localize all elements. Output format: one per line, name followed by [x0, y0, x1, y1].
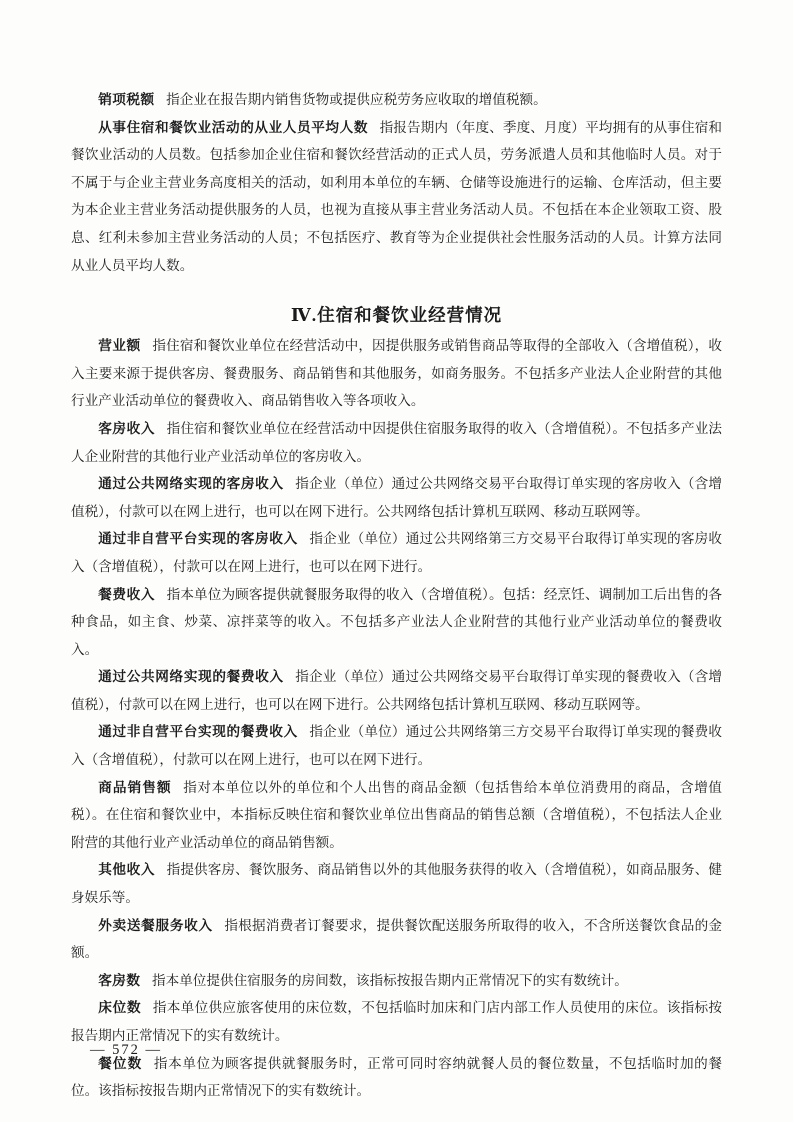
definition-text: 指企业（单位）通过公共网络交易平台取得订单实现的客房收入（含增值税），付款可以在网上进行，也可以在网下进行。公共网络包括计算机互联网、移动互联网等。 — [71, 476, 723, 519]
page-number: — 572 — — [90, 1042, 162, 1058]
definition-text: 指企业在报告期内销售货物或提供应税劳务应收取的增值税额。 — [166, 92, 547, 107]
definition-term: 营业额 — [98, 338, 141, 354]
definition-text: 指报告期内（年度、季度、月度）平均拥有的从事住宿和餐饮业活动的人员数。包括参加企业住宿和餐饮经营活动的正式人员，劳务派遣人员和其他临时人员。对于不属于与企业主营业务高度相关的活动，如利用本单位的车辆、仓储等设施进行的运输、仓库活动，但主要为本企业主营业务活动提供服务的人员，也视为直接从事主营业务活动人员。不包括在本企业领取工资、股息、红利未参加主营业务活动的人员；不包括医疗、教育等为企业提供社会性服务活动的人员。计算方法同从业人员平均人数。 — [71, 119, 723, 273]
definition-text: 指住宿和餐饮业单位在经营活动中因提供住宿服务取得的收入（含增值税）。不包括多产业法人企业附营的其他行业产业活动单位的客房收入。 — [71, 420, 723, 464]
definition-text: 指本单位提供住宿服务的房间数，该指标按报告期内正常情况下的实有数统计。 — [152, 972, 628, 988]
definition-text: 指提供客房、餐饮服务、商品销售以外的其他服务获得的收入（含增值税），如商品服务、健身娱乐等。 — [71, 862, 723, 906]
definition-paragraph — [71, 86, 722, 114]
definition-term: 餐费收入 — [98, 586, 156, 602]
definition-text: 指本单位为顾客提供就餐服务取得的收入（含增值税）。包括：经烹饪、调制加工后出售的各种食品，如主食、炒菜、凉拌菜等的收入。不包括多产业法人企业附营的其他行业产业活动单位的餐费收入。 — [71, 586, 723, 657]
definition-term: 通过非自营平台实现的餐费收入 — [98, 724, 298, 740]
definition-term: 餐位数 — [98, 1055, 143, 1071]
definition-paragraph — [71, 1050, 722, 1105]
definition-paragraph — [71, 856, 722, 911]
definition-paragraph — [71, 967, 722, 995]
definition-term: 客房数 — [98, 972, 141, 988]
definition-paragraph — [71, 332, 722, 415]
definition-term: 外卖送餐服务收入 — [98, 917, 213, 933]
definition-paragraph — [71, 415, 722, 470]
definition-text: 指企业（单位）通过公共网络第三方交易平台取得订单实现的餐费收入（含增值税），付款可以在网上进行，也可以在网下进行。 — [71, 724, 723, 768]
definition-paragraph — [71, 774, 722, 857]
definition-paragraph — [71, 470, 722, 525]
definition-paragraph — [71, 525, 722, 580]
definition-term: 通过公共网络实现的客房收入 — [98, 476, 284, 492]
definition-term: 商品销售额 — [98, 779, 172, 795]
definition-text: 指根据消费者订餐要求，提供餐饮配送服务所取得的收入，不含所送餐饮食品的金额。 — [71, 917, 723, 961]
definition-term: 通过公共网络实现的餐费收入 — [98, 669, 284, 685]
definition-term: 客房收入 — [98, 420, 156, 436]
definition-text: 指本单位为顾客提供就餐服务时，正常可同时容纳就餐人员的餐位数量，不包括临时加的餐位。该指标按报告期内正常情况下的实有数统计。 — [71, 1055, 722, 1099]
definition-term: 销项税额 — [98, 92, 155, 107]
definition-text: 指对本单位以外的单位和个人出售的商品金额（包括售给本单位消费用的商品，含增值税）。在住宿和餐饮业中，本指标反映住宿和餐饮业单位出售商品的销售总额（含增值税），不包括法人企业附营的其他行业产业活动单位的商品销售额。 — [71, 779, 723, 850]
section-heading: Ⅳ.住宿和餐饮业经营情况 — [290, 305, 503, 326]
definition-text: 指本单位供应旅客使用的床位数，不包括临时加床和门店内部工作人员使用的床位。该指标按报告期内正常情况下的实有数统计。 — [71, 1000, 723, 1043]
definition-term: 通过非自营平台实现的客房收入 — [98, 531, 298, 547]
definition-paragraph — [71, 718, 722, 773]
definition-paragraph — [71, 994, 722, 1049]
page-content — [71, 86, 722, 1105]
definition-text: 指企业（单位）通过公共网络第三方交易平台取得订单实现的客房收入（含增值税），付款可以在网上进行，也可以在网下进行。 — [71, 531, 723, 574]
definition-term: 从事住宿和餐饮业活动的从业人员平均人数 — [98, 119, 369, 135]
definition-paragraph — [71, 663, 722, 718]
definition-paragraph — [71, 912, 722, 967]
definition-text: 指企业（单位）通过公共网络交易平台取得订单实现的餐费收入（含增值税），付款可以在网上进行，也可以在网下进行。公共网络包括计算机互联网、移动互联网等。 — [71, 669, 723, 712]
definition-paragraph — [71, 114, 722, 280]
definition-term: 其他收入 — [98, 862, 156, 878]
definition-paragraph — [71, 581, 722, 664]
definition-text: 指住宿和餐饮业单位在经营活动中，因提供服务或销售商品等取得的全部收入（含增值税），收入主要来源于提供客房、餐费服务、商品销售和其他服务，如商务服务。不包括多产业法人企业附营的其他行业产业活动单位的餐费收入、商品销售收入等各项收入。 — [71, 338, 723, 409]
definition-term: 床位数 — [98, 1000, 142, 1016]
